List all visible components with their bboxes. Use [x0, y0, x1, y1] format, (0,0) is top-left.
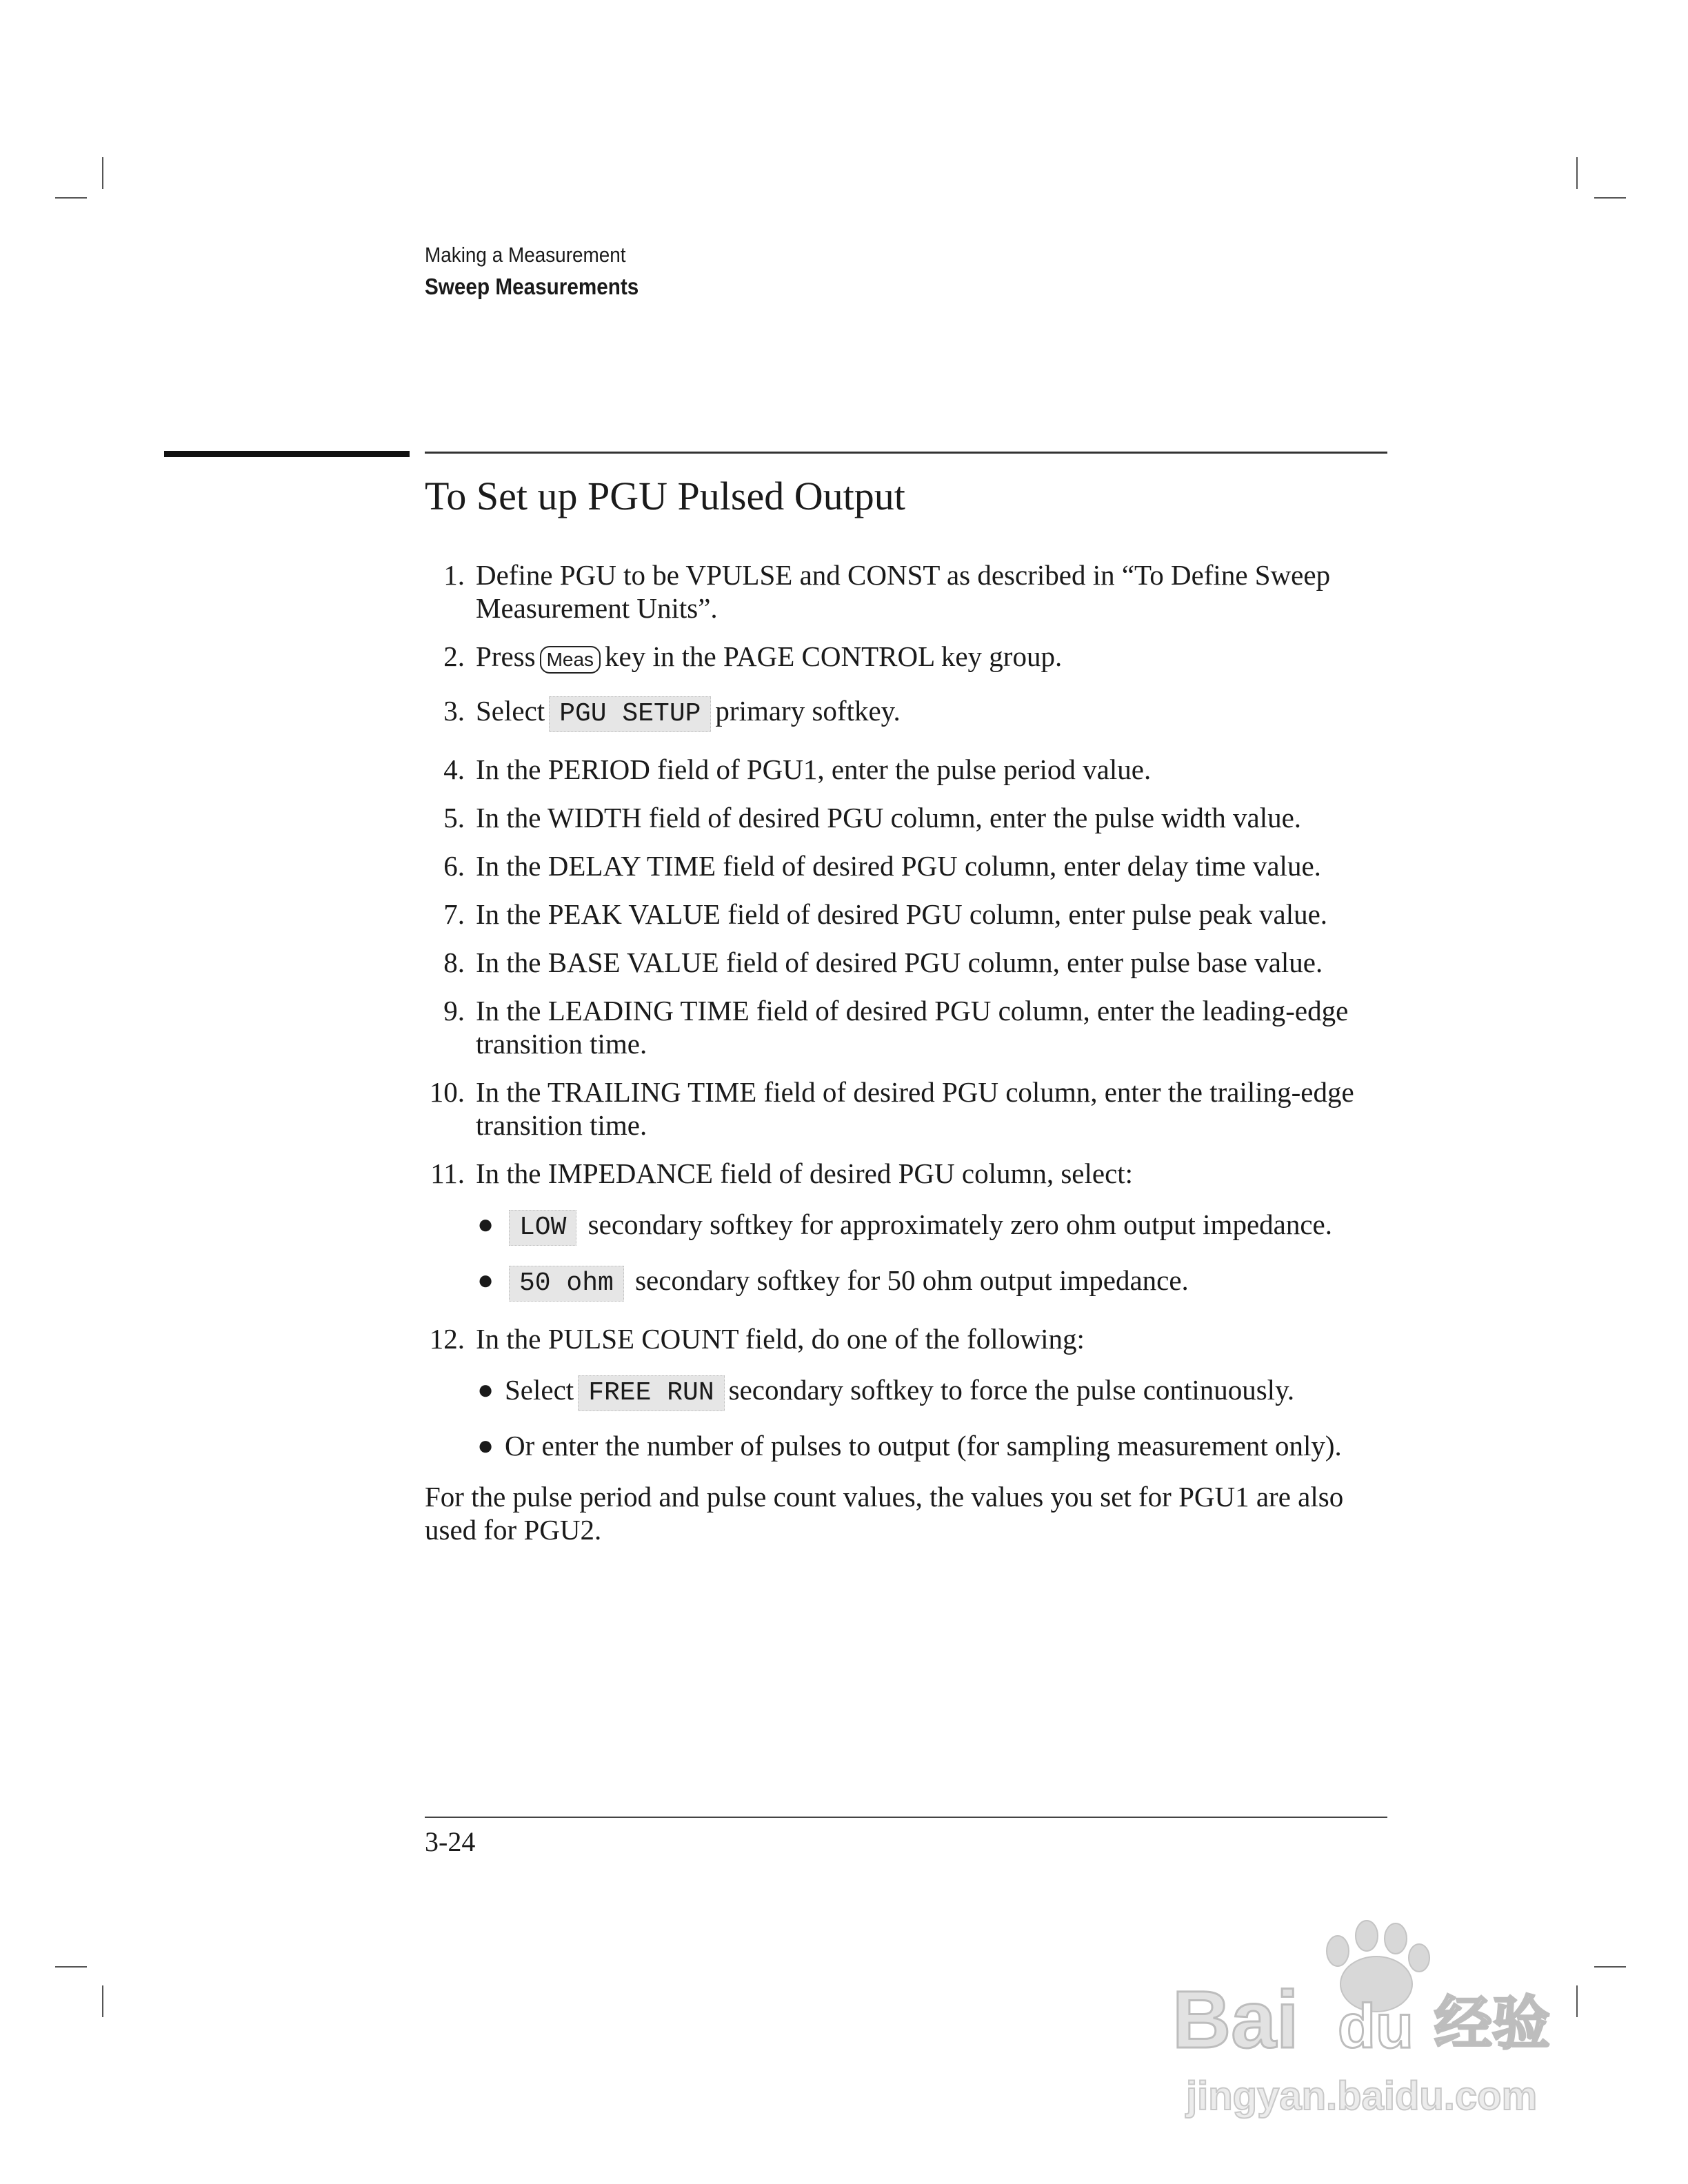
step-9 — [425, 994, 1390, 1060]
step-10 — [425, 1075, 1390, 1142]
crop-mark — [55, 197, 87, 199]
bullet-text: secondary softkey for approximately zero ohm output impedance. — [587, 1208, 1332, 1240]
step-text: In the PEAK VALUE field of desired PGU column, enter pulse peak value. — [476, 898, 1328, 930]
step-number: 8. — [443, 946, 465, 978]
step-text: In the TRAILING TIME field of desired PGU column, enter the trailing-edge transition time. — [476, 1075, 1354, 1141]
step-text: In the PULSE COUNT field, do one of the following: — [476, 1322, 1085, 1355]
bullet-icon: ● — [477, 1373, 494, 1405]
step-3 — [425, 694, 1390, 732]
bullet-low — [425, 1208, 1390, 1246]
step-text: Select — [476, 694, 545, 727]
step-1 — [425, 558, 1390, 625]
step-number: 10. — [429, 1075, 465, 1108]
crop-mark — [102, 157, 103, 189]
crop-mark — [1594, 197, 1626, 199]
section-rule-thick — [164, 451, 410, 457]
crop-mark — [1594, 1966, 1626, 1968]
closing-note: For the pulse period and pulse count values, the values you set for PGU1 are also used for PGU2. — [425, 1480, 1344, 1546]
step-number: 2. — [443, 640, 465, 672]
bullet-text: Or enter the number of pulses to output (for sampling measurement only). — [505, 1429, 1342, 1462]
step-4 — [425, 753, 1390, 786]
step-11 — [425, 1157, 1390, 1190]
step-text: key in the PAGE CONTROL key group. — [605, 640, 1063, 672]
step-number: 12. — [429, 1322, 465, 1355]
svg-text:Bai: Bai — [1172, 1974, 1299, 2065]
page-number: 3-24 — [425, 1826, 476, 1857]
bullet-icon: ● — [477, 1429, 494, 1461]
step-6 — [425, 849, 1390, 882]
step-5 — [425, 801, 1390, 834]
bullet-free-run — [425, 1373, 1390, 1411]
step-number: 4. — [443, 753, 465, 785]
crop-mark — [102, 1985, 103, 2017]
crop-mark — [55, 1966, 87, 1968]
bullet-icon: ● — [477, 1264, 494, 1295]
bullet-text: Select — [505, 1373, 574, 1406]
step-number: 3. — [443, 694, 465, 727]
bullet-text: secondary softkey to force the pulse continuously. — [728, 1373, 1295, 1406]
step-2 — [425, 640, 1390, 674]
svg-text:经验: 经验 — [1434, 1990, 1551, 2057]
step-text: In the DELAY TIME field of desired PGU column, enter delay time value. — [476, 849, 1321, 882]
step-text: In the WIDTH field of desired PGU column, enter the pulse width value. — [476, 801, 1302, 833]
baidu-watermark — [1165, 1903, 1579, 2123]
section-rule-thin — [425, 452, 1387, 454]
step-number: 11. — [430, 1157, 465, 1189]
footer-rule — [425, 1817, 1387, 1818]
running-head — [425, 240, 663, 303]
bullet-text: secondary softkey for 50 ohm output impedance. — [635, 1264, 1189, 1296]
step-text: Define PGU to be VPULSE and CONST as described in “To Define Sweep Measurement Units”. — [476, 559, 1331, 624]
bullet-icon: ● — [477, 1208, 494, 1240]
step-12 — [425, 1322, 1390, 1355]
chapter-title: Making a Measurement — [425, 243, 626, 267]
step-text: In the IMPEDANCE field of desired PGU column, select: — [476, 1157, 1134, 1189]
step-number: 7. — [443, 898, 465, 930]
step-text: In the LEADING TIME field of desired PGU column, enter the leading-edge transition time. — [476, 994, 1349, 1060]
step-7 — [425, 898, 1390, 931]
meas-hardkey: Meas — [540, 646, 601, 674]
step-number: 9. — [443, 994, 465, 1027]
bullet-pulse-count — [425, 1429, 1390, 1462]
crop-mark — [1576, 157, 1578, 189]
50-ohm-softkey: 50 ohm — [509, 1266, 624, 1302]
free-run-softkey: FREE RUN — [578, 1375, 724, 1411]
low-softkey: LOW — [509, 1210, 576, 1246]
svg-text:du: du — [1338, 1992, 1414, 2061]
step-number: 5. — [443, 801, 465, 833]
bullet-50-ohm — [425, 1264, 1390, 1302]
step-text: primary softkey. — [715, 694, 901, 727]
step-number: 1. — [443, 559, 465, 591]
section-title: Sweep Measurements — [425, 274, 639, 299]
step-8 — [425, 946, 1390, 979]
step-text: In the BASE VALUE field of desired PGU column, enter pulse base value. — [476, 946, 1323, 978]
step-number: 6. — [443, 849, 465, 882]
step-text: Press — [476, 640, 536, 672]
svg-text:jingyan.baidu.com: jingyan.baidu.com — [1186, 2074, 1538, 2119]
page-title: To Set up PGU Pulsed Output — [425, 474, 905, 518]
pgu-setup-softkey: PGU SETUP — [549, 696, 711, 732]
procedure — [425, 558, 1390, 1575]
step-text: In the PERIOD field of PGU1, enter the pulse period value. — [476, 753, 1152, 785]
